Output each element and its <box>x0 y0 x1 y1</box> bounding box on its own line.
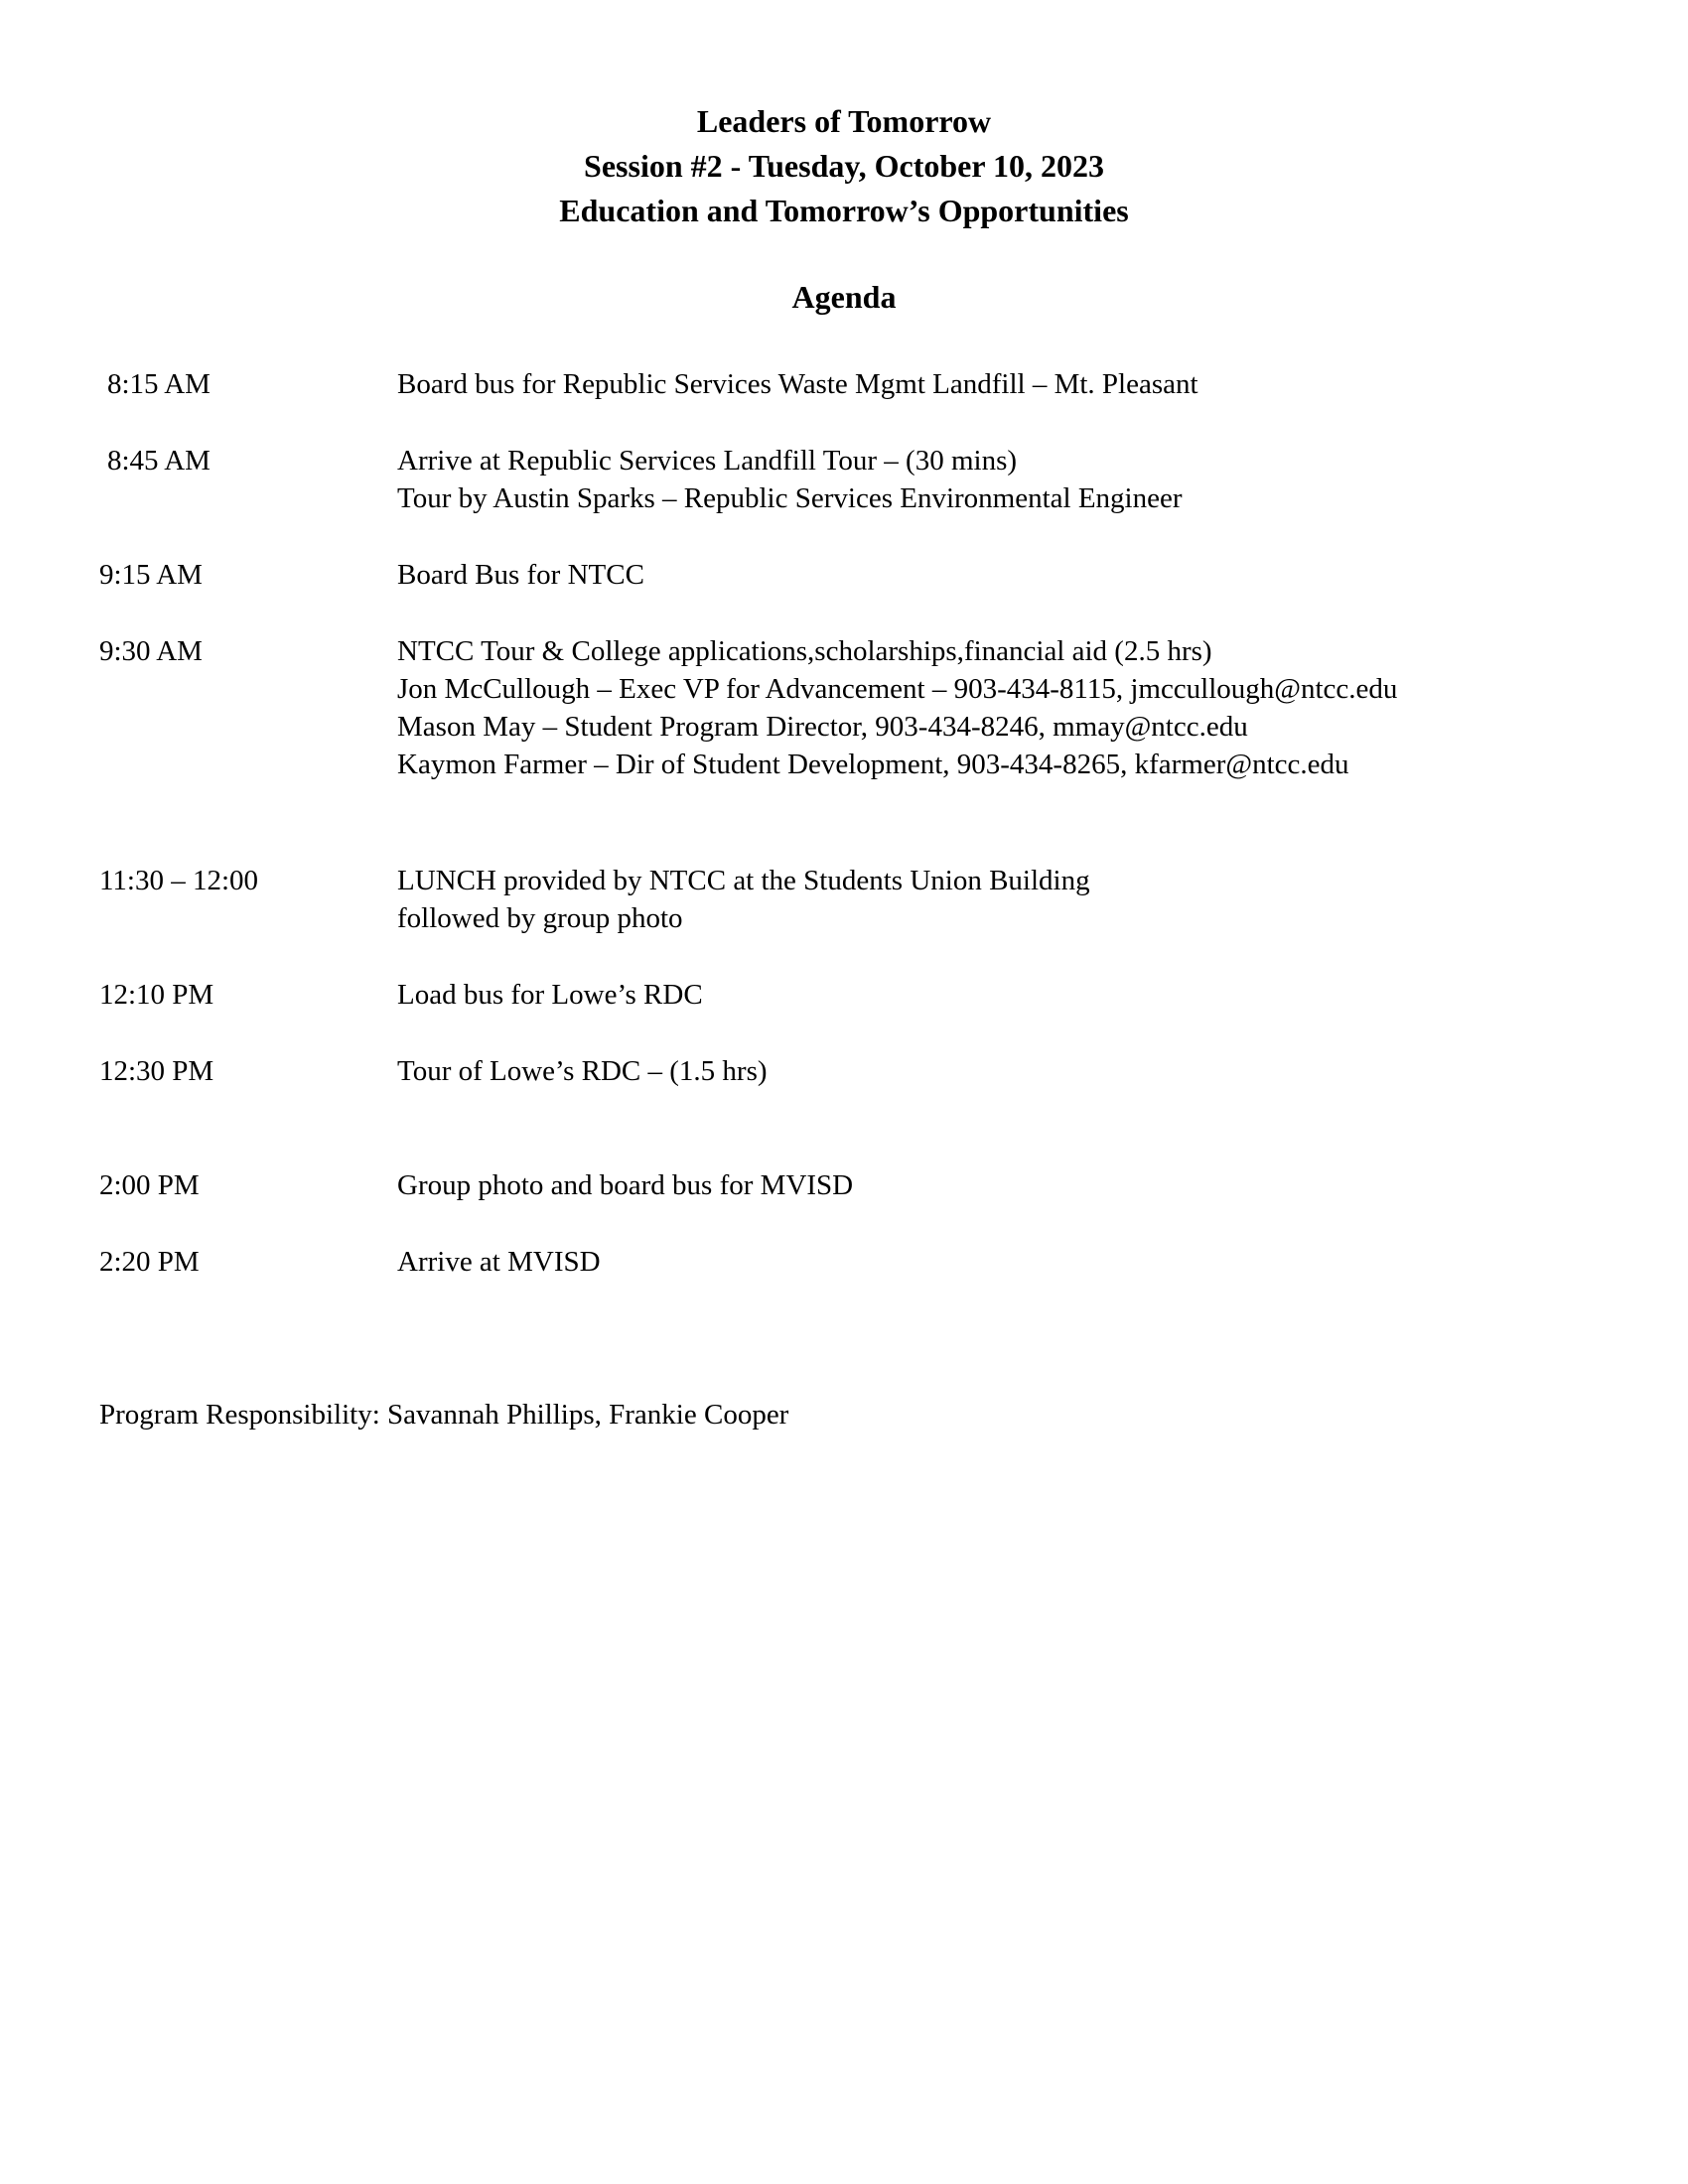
agenda-description <box>397 365 1658 403</box>
session-theme: Education and Tomorrow’s Opportunities <box>559 193 1129 228</box>
agenda-time: 11:30 – 12:00 <box>99 865 259 896</box>
agenda-line: Mason May – Student Program Director, 903-434-8246, mmay@ntcc.edu <box>397 711 1248 743</box>
agenda-time: 2:20 PM <box>99 1246 200 1278</box>
agenda-line: Arrive at Republic Services Landfill Tour – (30 mins) <box>397 445 1018 477</box>
agenda-time: 8:45 AM <box>107 445 211 477</box>
agenda-time: 12:30 PM <box>99 1055 214 1087</box>
agenda-line: followed by group photo <box>397 902 683 934</box>
agenda-time: 2:00 PM <box>99 1169 200 1201</box>
agenda-description <box>397 442 1658 517</box>
agenda-line: LUNCH provided by NTCC at the Students Union Building <box>397 865 1090 896</box>
agenda-description <box>397 1166 1658 1204</box>
agenda-description <box>397 1243 1658 1281</box>
agenda-line: Jon McCullough – Exec VP for Advancement – 903-434-8115, jmccullough@ntcc.edu <box>397 673 1398 705</box>
agenda-time: 12:10 PM <box>99 979 214 1011</box>
program-responsibility: Program Responsibility: Savannah Phillips, Frankie Cooper <box>99 1399 789 1431</box>
agenda-time: 9:30 AM <box>99 635 203 667</box>
agenda-description <box>397 976 1658 1014</box>
session-date: Session #2 - Tuesday, October 10, 2023 <box>584 148 1104 184</box>
agenda-description <box>397 556 1658 594</box>
agenda-line: Load bus for Lowe’s RDC <box>397 979 703 1011</box>
agenda-description <box>397 862 1658 937</box>
agenda-line: Group photo and board bus for MVISD <box>397 1169 854 1201</box>
agenda-time: 9:15 AM <box>99 559 203 591</box>
agenda-line: Arrive at MVISD <box>397 1246 601 1278</box>
agenda-line: Tour of Lowe’s RDC – (1.5 hrs) <box>397 1055 768 1087</box>
agenda-line: Board bus for Republic Services Waste Mgmt Landfill – Mt. Pleasant <box>397 368 1198 400</box>
agenda-time: 8:15 AM <box>107 368 211 400</box>
agenda-heading: Agenda <box>791 279 897 315</box>
program-title: Leaders of Tomorrow <box>696 103 992 139</box>
agenda-line: Board Bus for NTCC <box>397 559 644 591</box>
agenda-line: Kaymon Farmer – Dir of Student Development, 903-434-8265, kfarmer@ntcc.edu <box>397 749 1349 780</box>
agenda-description <box>397 632 1658 783</box>
agenda-line: Tour by Austin Sparks – Republic Services Environmental Engineer <box>397 482 1183 514</box>
agenda-description <box>397 1052 1658 1090</box>
agenda-line: NTCC Tour & College applications,scholarships,financial aid (2.5 hrs) <box>397 635 1212 667</box>
document-header <box>0 99 1688 233</box>
